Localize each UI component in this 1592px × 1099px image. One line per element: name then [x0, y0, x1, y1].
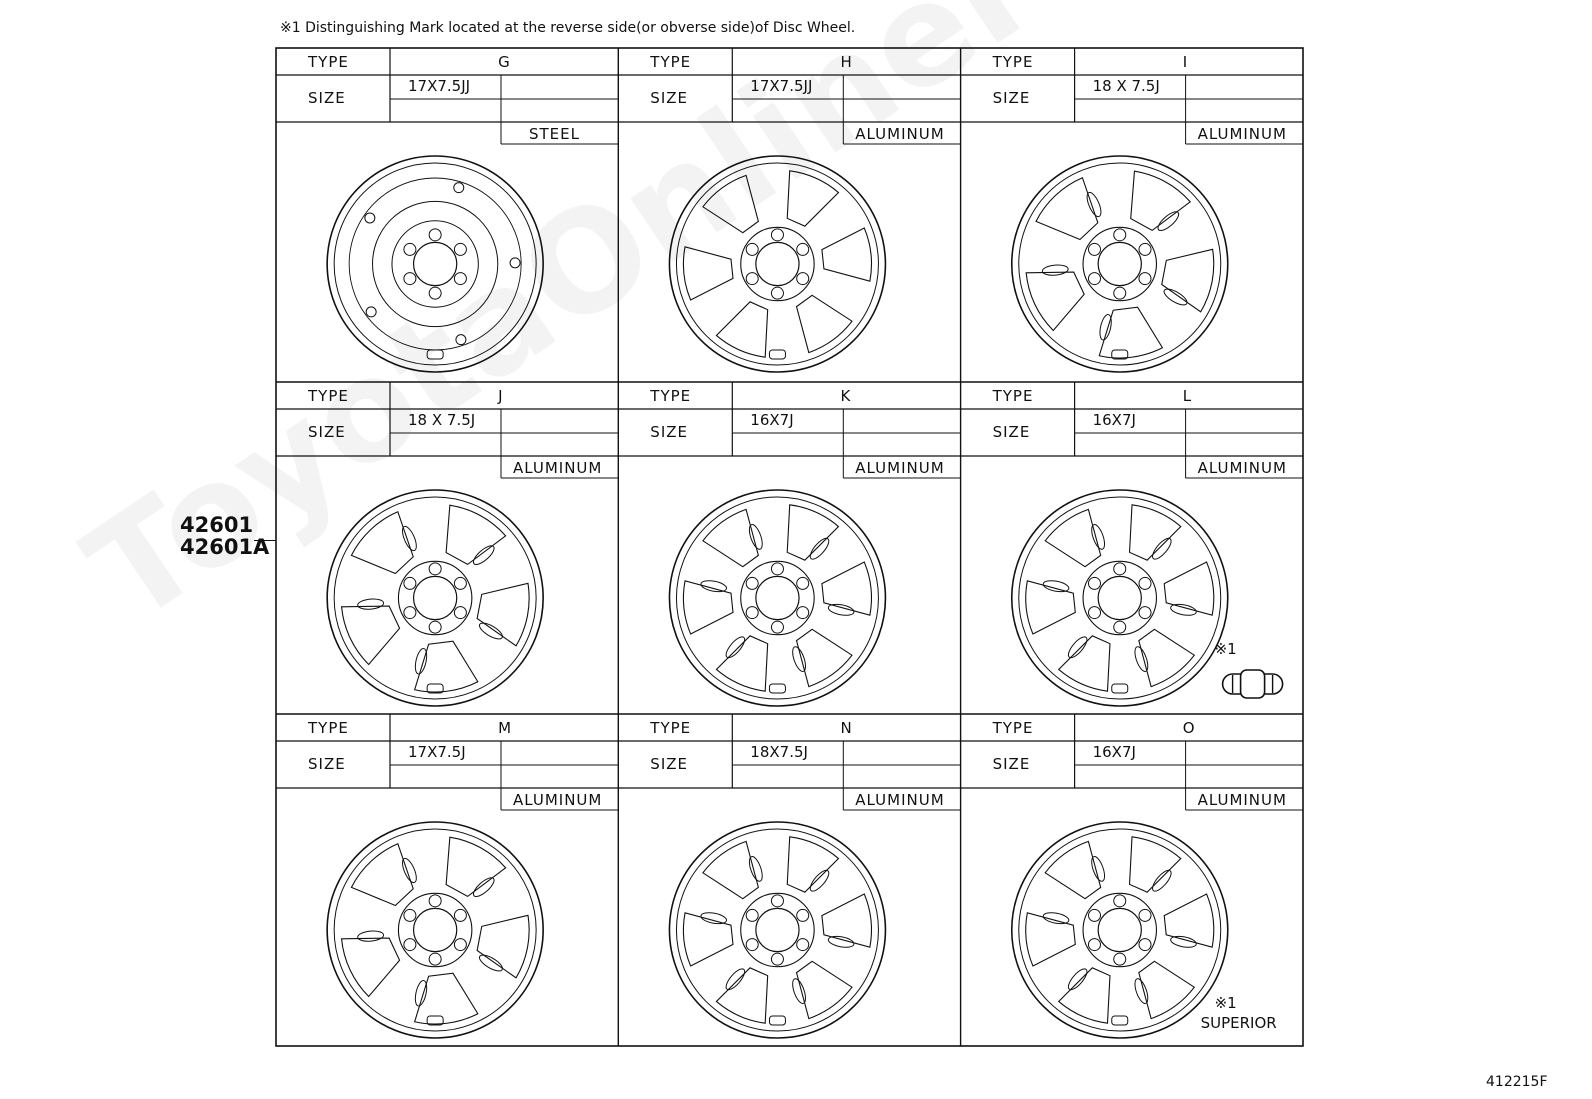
- wheel-spoke-window: [342, 938, 400, 996]
- wheel-lug-hole: [454, 607, 466, 619]
- wheel-rim-outer: [669, 822, 885, 1038]
- size-value-O: 16X7J: [1092, 743, 1136, 761]
- table-frame: [276, 48, 1303, 1046]
- wheel-hub-ring: [392, 221, 478, 307]
- wheel-hub-ring: [1083, 893, 1156, 966]
- wheel-lug-hole: [746, 273, 758, 285]
- material-value-K: ALUMINUM: [855, 459, 945, 477]
- wheel-spoke-window: [716, 302, 767, 357]
- wheel-spoke-slot: [1132, 645, 1150, 673]
- wheel-disc-ring: [349, 178, 521, 350]
- wheel-center-bore: [414, 576, 457, 619]
- wheel-lug-hole: [797, 577, 809, 589]
- wheel-spoke-window: [342, 606, 400, 664]
- wheel-center-bore: [414, 242, 457, 285]
- type-label: TYPE: [308, 719, 349, 737]
- wheel-lug-hole: [1088, 939, 1100, 951]
- wheel-spoke-window: [683, 581, 733, 634]
- wheel-spoke-window: [1139, 629, 1195, 686]
- wheel-lug-hole: [1139, 607, 1151, 619]
- wheel-spoke-window: [683, 913, 733, 966]
- wheel-center-bore: [756, 242, 799, 285]
- wheel-valve-hole: [1112, 684, 1128, 693]
- material-value-O: ALUMINUM: [1197, 791, 1287, 809]
- wheel-lug-hole: [746, 909, 758, 921]
- wheel-spoke-slot: [477, 952, 504, 974]
- type-value-J: J: [498, 387, 503, 405]
- wheel-spoke-window: [1130, 505, 1181, 560]
- wheel-spoke-window: [716, 968, 767, 1023]
- wheel-spoke-window: [1162, 249, 1214, 312]
- wheel-lug-hole: [1088, 577, 1100, 589]
- wheel-spoke-window: [822, 562, 872, 615]
- wheel-disc-face: [373, 201, 498, 326]
- wheel-valve-hole: [1112, 1016, 1128, 1025]
- type-label: TYPE: [650, 719, 692, 737]
- material-value-N: ALUMINUM: [855, 791, 945, 809]
- type-label: TYPE: [992, 53, 1034, 71]
- drawing-number: 412215F: [1486, 1074, 1548, 1090]
- wheel-spoke-window: [1139, 961, 1195, 1018]
- wheel-lug-hole: [1114, 953, 1126, 965]
- wheel-spoke-slot: [747, 855, 765, 883]
- superior-label: SUPERIOR: [1200, 1014, 1277, 1032]
- wheel-lug-hole: [797, 607, 809, 619]
- type-value-K: K: [840, 387, 851, 405]
- wheel-spoke-slot: [1065, 634, 1089, 660]
- wheel-hub-ring: [741, 893, 814, 966]
- material-value-H: ALUMINUM: [855, 125, 945, 143]
- wheel-spoke-slot: [471, 543, 497, 568]
- size-value-H: 17X7.5JJ: [750, 77, 813, 95]
- size-label: SIZE: [308, 89, 346, 107]
- wheel-lug-hole: [1114, 563, 1126, 575]
- wheel-spoke-slot: [1089, 855, 1107, 883]
- wheel-spoke-window: [703, 841, 759, 898]
- wheel-center-bore: [1098, 908, 1141, 951]
- wheel-spoke-window: [1130, 837, 1181, 892]
- wheel-lug-hole: [1139, 577, 1151, 589]
- size-value-I: 18 X 7.5J: [1092, 77, 1160, 95]
- type-value-G: G: [498, 53, 510, 71]
- wheel-lug-hole: [771, 621, 783, 633]
- wheel-spoke-window: [716, 636, 767, 691]
- wheel-lug-hole: [1088, 607, 1100, 619]
- wheel-rim-inner: [334, 829, 536, 1031]
- wheel-hub-ring: [398, 561, 471, 634]
- type-value-M: M: [498, 719, 512, 737]
- wheel-rim-inner: [676, 829, 878, 1031]
- wheel-lug-hole: [404, 243, 416, 255]
- wheel-rim-inner: [334, 163, 536, 365]
- wheel-lug-hole: [1114, 895, 1126, 907]
- wheel-center-bore: [756, 576, 799, 619]
- part-number-primary: 42601: [180, 513, 254, 537]
- wheel-rim-inner: [1019, 163, 1221, 365]
- wheel-lug-hole: [429, 895, 441, 907]
- wheel-lug-hole: [454, 243, 466, 255]
- material-value-L: ALUMINUM: [1197, 459, 1287, 477]
- wheel-rim-outer: [327, 822, 543, 1038]
- wheel-valve-hole: [769, 1016, 785, 1025]
- wheel-valve-hole: [769, 350, 785, 359]
- wheel-spoke-slot: [807, 868, 831, 894]
- wheel-lug-hole: [746, 577, 758, 589]
- wheel-spoke-window: [703, 175, 759, 232]
- type-value-I: I: [1182, 53, 1188, 71]
- wheel-spoke-slot: [790, 977, 808, 1005]
- wheel-spoke-slot: [471, 875, 497, 900]
- wheel-spoke-window: [683, 247, 733, 300]
- part-number-alternate: 42601A: [180, 535, 270, 559]
- wheel-lug-hole: [429, 563, 441, 575]
- wheel-valve-hole: [769, 684, 785, 693]
- wheel-rim-outer: [669, 156, 885, 372]
- wheel-spoke-slot: [1162, 286, 1189, 308]
- wheel-spoke-window: [1045, 841, 1101, 898]
- wheel-spoke-window: [477, 583, 529, 646]
- wheel-spoke-window: [822, 894, 872, 947]
- wheel-lug-hole: [771, 287, 783, 299]
- wheel-lug-hole: [429, 229, 441, 241]
- wheel-spoke-window: [797, 961, 853, 1018]
- wheel-lug-hole: [746, 607, 758, 619]
- wheel-spoke-slot: [1150, 536, 1174, 562]
- wheel-spoke-window: [351, 512, 413, 574]
- wheel-lug-hole: [1139, 909, 1151, 921]
- wheel-hub-ring: [741, 561, 814, 634]
- distinguishing-mark-L: ※1: [1214, 640, 1237, 658]
- material-value-M: ALUMINUM: [513, 791, 603, 809]
- wheel-rim-inner: [676, 497, 878, 699]
- wheel-spoke-window: [787, 505, 838, 560]
- wheel-spoke-window: [1026, 272, 1084, 330]
- wheel-lug-hole: [771, 229, 783, 241]
- wheel-lug-hole: [429, 287, 441, 299]
- wheel-spoke-window: [1164, 894, 1214, 947]
- wheel-lug-hole: [454, 273, 466, 285]
- wheel-hub-ring: [741, 227, 814, 300]
- wheel-spoke-slot: [790, 645, 808, 673]
- size-label: SIZE: [308, 423, 346, 441]
- wheel-spoke-window: [703, 509, 759, 566]
- type-value-O: O: [1182, 719, 1195, 737]
- distinguishing-mark-O: ※1: [1214, 994, 1237, 1012]
- wheel-rim-inner: [334, 497, 536, 699]
- wheel-spoke-window: [1026, 581, 1076, 634]
- wheel-spoke-window: [787, 837, 838, 892]
- wheel-spoke-window: [1036, 178, 1098, 240]
- wheel-spoke-window: [797, 629, 853, 686]
- wheel-rim-outer: [327, 156, 543, 372]
- size-label: SIZE: [992, 755, 1031, 773]
- wheel-spoke-window: [1059, 636, 1110, 691]
- size-value-J: 18 X 7.5J: [408, 411, 476, 429]
- type-label: TYPE: [992, 719, 1034, 737]
- wheel-lug-hole: [746, 243, 758, 255]
- material-value-I: ALUMINUM: [1197, 125, 1287, 143]
- wheel-lug-hole: [797, 273, 809, 285]
- wheel-center-bore: [1098, 242, 1141, 285]
- wheel-hub-ring: [1083, 561, 1156, 634]
- wheel-vent-hole: [365, 213, 375, 223]
- wheel-spoke-slot: [1042, 264, 1069, 276]
- size-label: SIZE: [992, 423, 1031, 441]
- wheel-lug-hole: [404, 909, 416, 921]
- type-label: TYPE: [650, 387, 692, 405]
- type-value-H: H: [840, 53, 852, 71]
- wheel-spoke-window: [1164, 562, 1214, 615]
- wheel-spoke-slot: [1065, 966, 1089, 992]
- wheel-spoke-slot: [723, 634, 747, 660]
- wheel-spoke-slot: [357, 598, 384, 610]
- type-label: TYPE: [992, 387, 1034, 405]
- distinguishing-mark-icon: [1223, 670, 1283, 698]
- size-value-G: 17X7.5JJ: [408, 77, 471, 95]
- wheel-spoke-window: [1026, 913, 1076, 966]
- wheel-lug-hole: [1139, 243, 1151, 255]
- size-value-L: 16X7J: [1092, 411, 1136, 429]
- wheel-spoke-window: [1059, 968, 1110, 1023]
- wheel-lug-hole: [1088, 273, 1100, 285]
- wheel-lug-hole: [1139, 273, 1151, 285]
- wheel-lug-hole: [771, 563, 783, 575]
- wheel-vent-hole: [510, 258, 520, 268]
- size-label: SIZE: [308, 755, 346, 773]
- wheel-spoke-slot: [747, 523, 765, 551]
- wheel-lug-hole: [404, 607, 416, 619]
- wheel-spoke-window: [822, 228, 872, 281]
- wheel-hub-ring: [1083, 227, 1156, 300]
- material-value-G: STEEL: [529, 125, 580, 143]
- size-value-M: 17X7.5J: [408, 743, 466, 761]
- wheel-rim-outer: [327, 490, 543, 706]
- wheel-lug-hole: [429, 621, 441, 633]
- wheel-spoke-window: [797, 295, 853, 352]
- size-label: SIZE: [650, 89, 688, 107]
- wheel-vent-hole: [456, 335, 466, 345]
- wheel-rim-outer: [669, 490, 885, 706]
- wheel-spoke-slot: [400, 525, 420, 553]
- wheel-lug-hole: [797, 939, 809, 951]
- wheel-lug-hole: [454, 577, 466, 589]
- wheel-spoke-slot: [357, 930, 384, 942]
- size-value-K: 16X7J: [750, 411, 794, 429]
- wheel-spoke-slot: [477, 620, 504, 642]
- wheel-hub-ring: [398, 893, 471, 966]
- wheel-rim-outer: [1012, 822, 1228, 1038]
- size-value-N: 18X7.5J: [750, 743, 808, 761]
- wheel-center-bore: [1098, 576, 1141, 619]
- wheel-spoke-slot: [1155, 209, 1181, 234]
- part-number-leader-line: [254, 540, 276, 541]
- wheel-spoke-slot: [400, 857, 420, 885]
- size-label: SIZE: [650, 755, 688, 773]
- wheel-lug-hole: [454, 909, 466, 921]
- wheel-lug-hole: [404, 273, 416, 285]
- wheel-spoke-window: [477, 915, 529, 978]
- wheel-lug-hole: [1114, 621, 1126, 633]
- wheel-lug-hole: [1139, 939, 1151, 951]
- size-label: SIZE: [650, 423, 688, 441]
- wheel-valve-hole: [427, 350, 443, 359]
- wheel-lug-hole: [1088, 243, 1100, 255]
- wheel-lug-hole: [404, 577, 416, 589]
- wheel-vent-hole: [366, 307, 376, 317]
- wheel-spoke-window: [1045, 509, 1101, 566]
- wheel-spoke-slot: [1150, 868, 1174, 894]
- wheel-spoke-slot: [723, 966, 747, 992]
- wheel-rim-outer: [1012, 156, 1228, 372]
- type-value-L: L: [1182, 387, 1192, 405]
- material-value-J: ALUMINUM: [513, 459, 603, 477]
- wheel-lug-hole: [1088, 909, 1100, 921]
- wheel-spoke-slot: [1089, 523, 1107, 551]
- wheel-lug-hole: [771, 895, 783, 907]
- wheel-spoke-window: [787, 171, 838, 226]
- wheel-lug-hole: [746, 939, 758, 951]
- wheel-rim-outer: [1012, 490, 1228, 706]
- wheel-lug-hole: [429, 953, 441, 965]
- part-number-label: [180, 514, 269, 558]
- wheel-vent-hole: [454, 183, 464, 193]
- wheel-spoke-slot: [807, 536, 831, 562]
- wheel-rim-inner: [676, 163, 878, 365]
- wheel-lug-hole: [797, 243, 809, 255]
- wheel-lug-hole: [1114, 229, 1126, 241]
- type-label: TYPE: [308, 387, 349, 405]
- type-value-N: N: [840, 719, 852, 737]
- wheel-lug-hole: [1114, 287, 1126, 299]
- wheel-spoke-slot: [1084, 191, 1104, 219]
- wheel-rim-inner: [1019, 829, 1221, 1031]
- size-label: SIZE: [992, 89, 1031, 107]
- wheel-center-bore: [414, 908, 457, 951]
- distinguishing-mark-note: ※1 Distinguishing Mark located at the reverse side(or obverse side)of Disc Wheel.: [280, 20, 856, 36]
- wheel-lug-hole: [454, 939, 466, 951]
- type-label: TYPE: [308, 53, 349, 71]
- wheel-lug-hole: [404, 939, 416, 951]
- wheel-lug-hole: [797, 909, 809, 921]
- type-label: TYPE: [650, 53, 692, 71]
- wheel-spoke-window: [351, 844, 413, 906]
- wheel-center-bore: [756, 908, 799, 951]
- wheel-rim-inner: [1019, 497, 1221, 699]
- wheel-spoke-slot: [1132, 977, 1150, 1005]
- wheel-lug-hole: [771, 953, 783, 965]
